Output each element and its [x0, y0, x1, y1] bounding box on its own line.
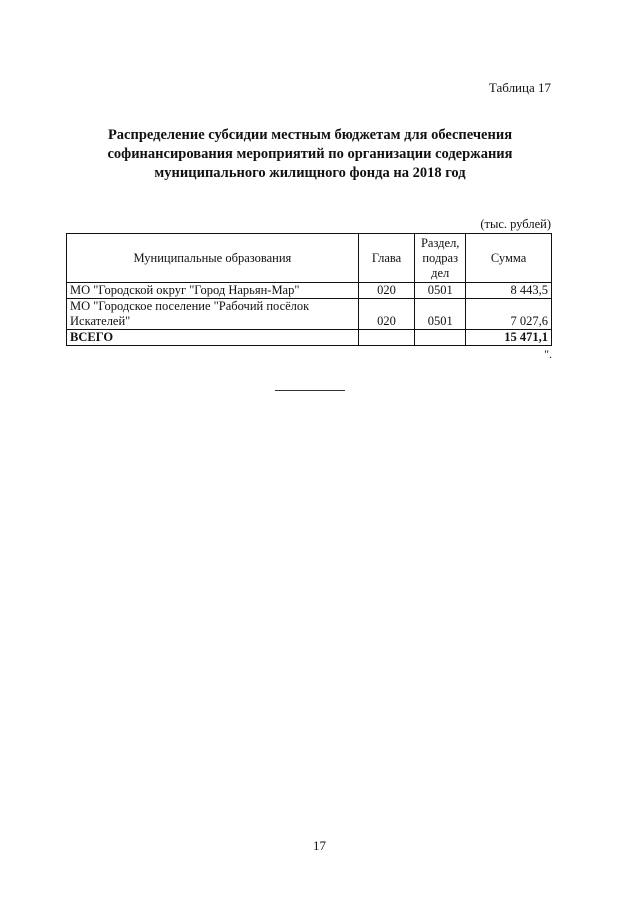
header-razdel: Раздел, подраз дел	[415, 234, 466, 283]
table-row	[67, 283, 552, 299]
row-sum: 7 027,6	[466, 299, 552, 330]
closing-quote-mark: ".	[544, 347, 552, 361]
total-razdel-empty	[415, 330, 466, 346]
units-label: (тыс. рублей)	[480, 217, 551, 231]
row-municipality-name: МО "Городской округ "Город Нарьян-Мар"	[67, 283, 359, 299]
row-glava: 020	[358, 283, 414, 299]
total-sum: 15 471,1	[466, 330, 552, 346]
header-glava: Глава	[358, 234, 414, 283]
title-line-2: софинансирования мероприятий по организации содержания	[107, 146, 513, 162]
table-row	[67, 299, 552, 330]
section-divider	[275, 390, 345, 391]
header-sum: Сумма	[466, 234, 552, 283]
total-row	[67, 330, 552, 346]
row-sum: 8 443,5	[466, 283, 552, 299]
title-line-1: Распределение субсидии местным бюджетам для обеспечения	[107, 127, 513, 143]
subsidy-table	[66, 233, 552, 346]
table-number: Таблица 17	[488, 80, 551, 95]
row-glava: 020	[358, 299, 414, 330]
table-header-row	[67, 234, 552, 283]
header-municipalities: Муниципальные образования	[67, 234, 359, 283]
row-municipality-name: МО "Городское поселение "Рабочий посёлок Искателей"	[67, 299, 359, 330]
document-title	[60, 126, 560, 183]
total-label: ВСЕГО	[67, 330, 359, 346]
row-razdel: 0501	[415, 283, 466, 299]
page-number: 17	[313, 838, 326, 853]
title-line-3: муниципального жилищного фонда на 2018 год	[154, 165, 466, 181]
row-razdel: 0501	[415, 299, 466, 330]
total-glava-empty	[358, 330, 414, 346]
